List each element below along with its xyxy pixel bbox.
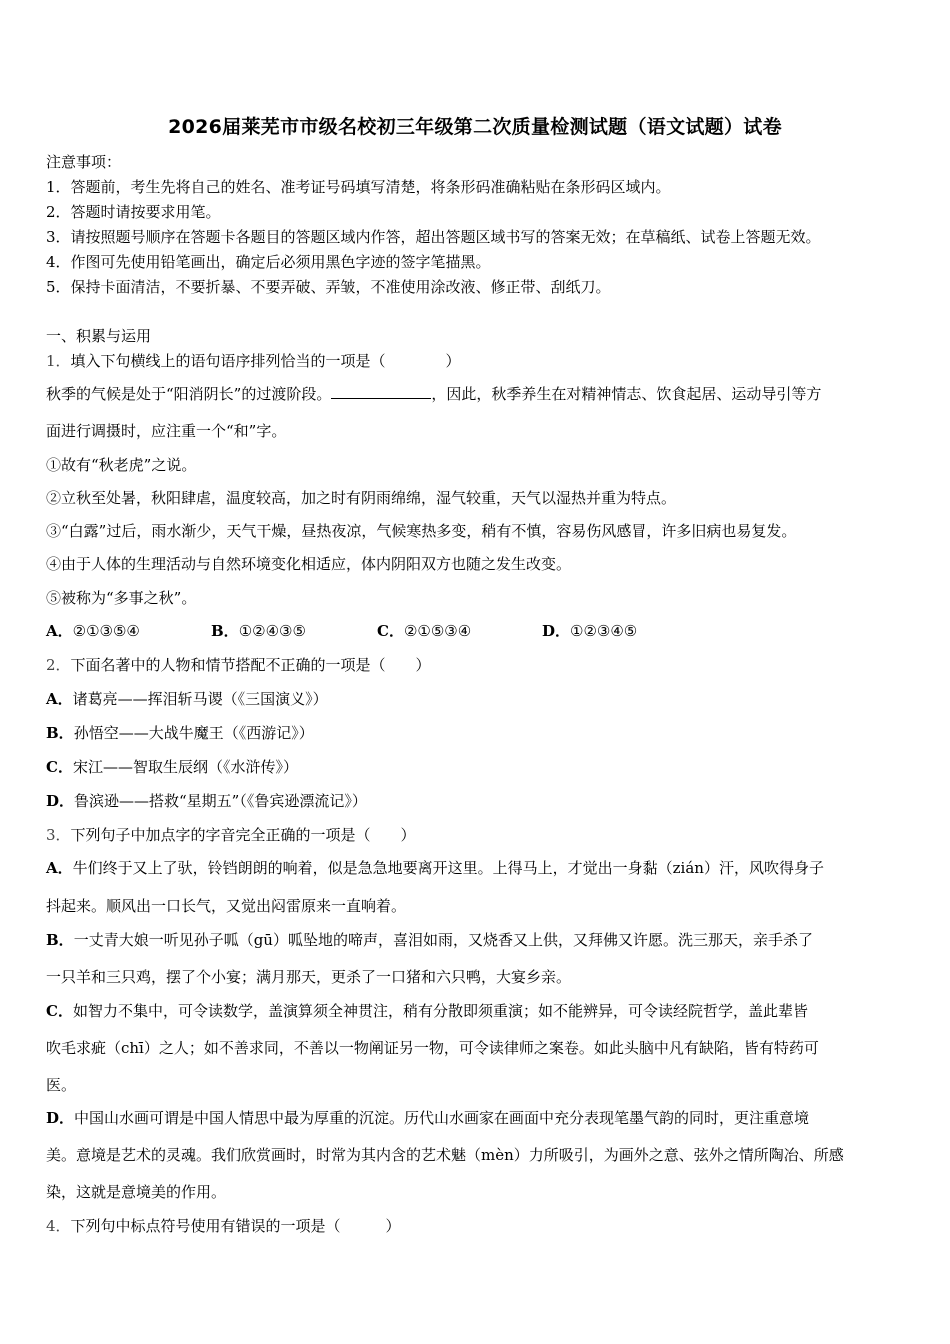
option-d[interactable]: D．鲁滨逊——搭救“星期五”（《鲁宾逊漂流记》） [46,792,367,810]
question-1-passage [46,384,908,404]
notice-item: 4．作图可先使用铅笔画出，确定后必须用黑色字迹的签字笔描黑。 [46,253,491,271]
question-2-stem [46,655,908,675]
question-number: 1． [46,352,71,370]
choice-b[interactable]: B．①②④③⑤ [211,622,306,640]
sentence-item: ④由于人体的生理活动与自然环境变化相适应，体内阴阳双方也随之发生改变。 [46,555,572,573]
option-c-cont: 医。 [46,1076,77,1094]
question-4-stem [46,1216,908,1236]
sentence-item: ①故有“秋老虎”之说。 [46,456,197,474]
choice-a[interactable]: A．②①③⑤④ [46,622,140,640]
page-title: 2026届莱芜市市级名校初三年级第二次质量检测试题（语文试题）试卷 [168,116,782,138]
notice-item: 3．请按照题号顺序在答题卡各题目的答题区域内作答，超出答题区域书写的答案无效；在草稿纸、试卷上答题无效。 [46,228,821,246]
option-d-cont: 美。意境是艺术的灵魂。我们欣赏画时，时常为其内含的艺术魅（mèn）力所吸引，为画外之意、弦外之情所陶冶、所感 [46,1146,844,1164]
choice-d[interactable]: D．①②③④⑤ [542,622,638,640]
option-c-cont: 吹毛求疵（chī）之人；如不善求同，不善以一物阐证另一物，可令读律师之案卷。如此头脑中凡有缺陷，皆有特药可 [46,1039,819,1057]
option-d[interactable]: D．中国山水画可谓是中国人情思中最为厚重的沉淀。历代山水画家在画面中充分表现笔墨气韵的同时，更注重意境 [46,1109,810,1127]
question-number: 2． [46,656,71,674]
notice-item: 5．保持卡面清洁，不要折暴、不要弄破、弄皱，不准使用涂改液、修正带、刮纸刀。 [46,278,611,296]
option-b-cont: 一只羊和三只鸡，摆了个小宴；满月那天，更杀了一口猪和六只鸭，大宴乡亲。 [46,968,572,986]
question-text: 下列句中标点符号使用有错误的一项是（ ） [70,1217,401,1235]
option-b[interactable]: B．一丈青大娘一听见孙子呱（gū）呱坠地的啼声，喜泪如雨，又烧香又上供，又拜佛又许愿。洗三那天，亲手杀了 [46,931,813,949]
question-1-stem [46,351,908,371]
option-b[interactable]: B．孙悟空——大战牛魔王（《西游记》） [46,724,314,742]
fill-blank [331,384,431,399]
notice-item: 1．答题前，考生先将自己的姓名、准考证号码填写清楚，将条形码准确粘贴在条形码区域内。 [46,178,671,196]
option-a-cont: 抖起来。顺风出一口长气，又觉出闷雷原来一直响着。 [46,897,407,915]
question-number: 4． [46,1217,71,1235]
passage-text: 秋季的气候是处于“阳消阴长”的过渡阶段。 [46,385,332,403]
passage-text: ，因此，秋季养生在对精神情志、饮食起居、运动导引等方 [431,385,822,403]
option-d-cont: 染，这就是意境美的作用。 [46,1183,227,1201]
question-1-passage-cont: 面进行调摄时，应注重一个“和”字。 [46,422,287,440]
notice-heading: 注意事项： [46,153,122,171]
notice-item: 2．答题时请按要求用笔。 [46,203,221,221]
option-c[interactable]: C．如智力不集中，可令读数学，盖演算须全神贯注，稍有分散即须重演；如不能辨异，可令读经院哲学，盖此辈皆 [46,1002,808,1020]
option-a[interactable]: A．诸葛亮——挥泪斩马谡（《三国演义》） [46,690,328,708]
question-text: 填入下句横线上的语句语序排列恰当的一项是（ ） [70,352,461,370]
sentence-item: ③“白露”过后，雨水渐少，天气干燥，昼热夜凉，气候寒热多变，稍有不慎，容易伤风感冒，许多旧病也易复发。 [46,522,797,540]
question-number: 3． [46,826,71,844]
choice-c[interactable]: C．②①⑤③④ [377,622,472,640]
option-a[interactable]: A．牛们终于又上了驮，铃铛朗朗的响着，似是急急地要离开这里。上得马上，才觉出一身黏（zián）汗，风吹得身子 [46,859,824,877]
question-text: 下列句子中加点字的字音完全正确的一项是（ ） [70,826,416,844]
question-3-stem [46,825,908,845]
option-c[interactable]: C．宋江——智取生辰纲（《水浒传》） [46,758,298,776]
question-text: 下面名著中的人物和情节搭配不正确的一项是（ ） [70,656,431,674]
sentence-item: ⑤被称为“多事之秋”。 [46,589,197,607]
sentence-item: ②立秋至处暑，秋阳肆虐，温度较高，加之时有阴雨绵绵，湿气较重，天气以湿热并重为特点。 [46,489,677,507]
section-heading: 一、积累与运用 [46,327,152,345]
